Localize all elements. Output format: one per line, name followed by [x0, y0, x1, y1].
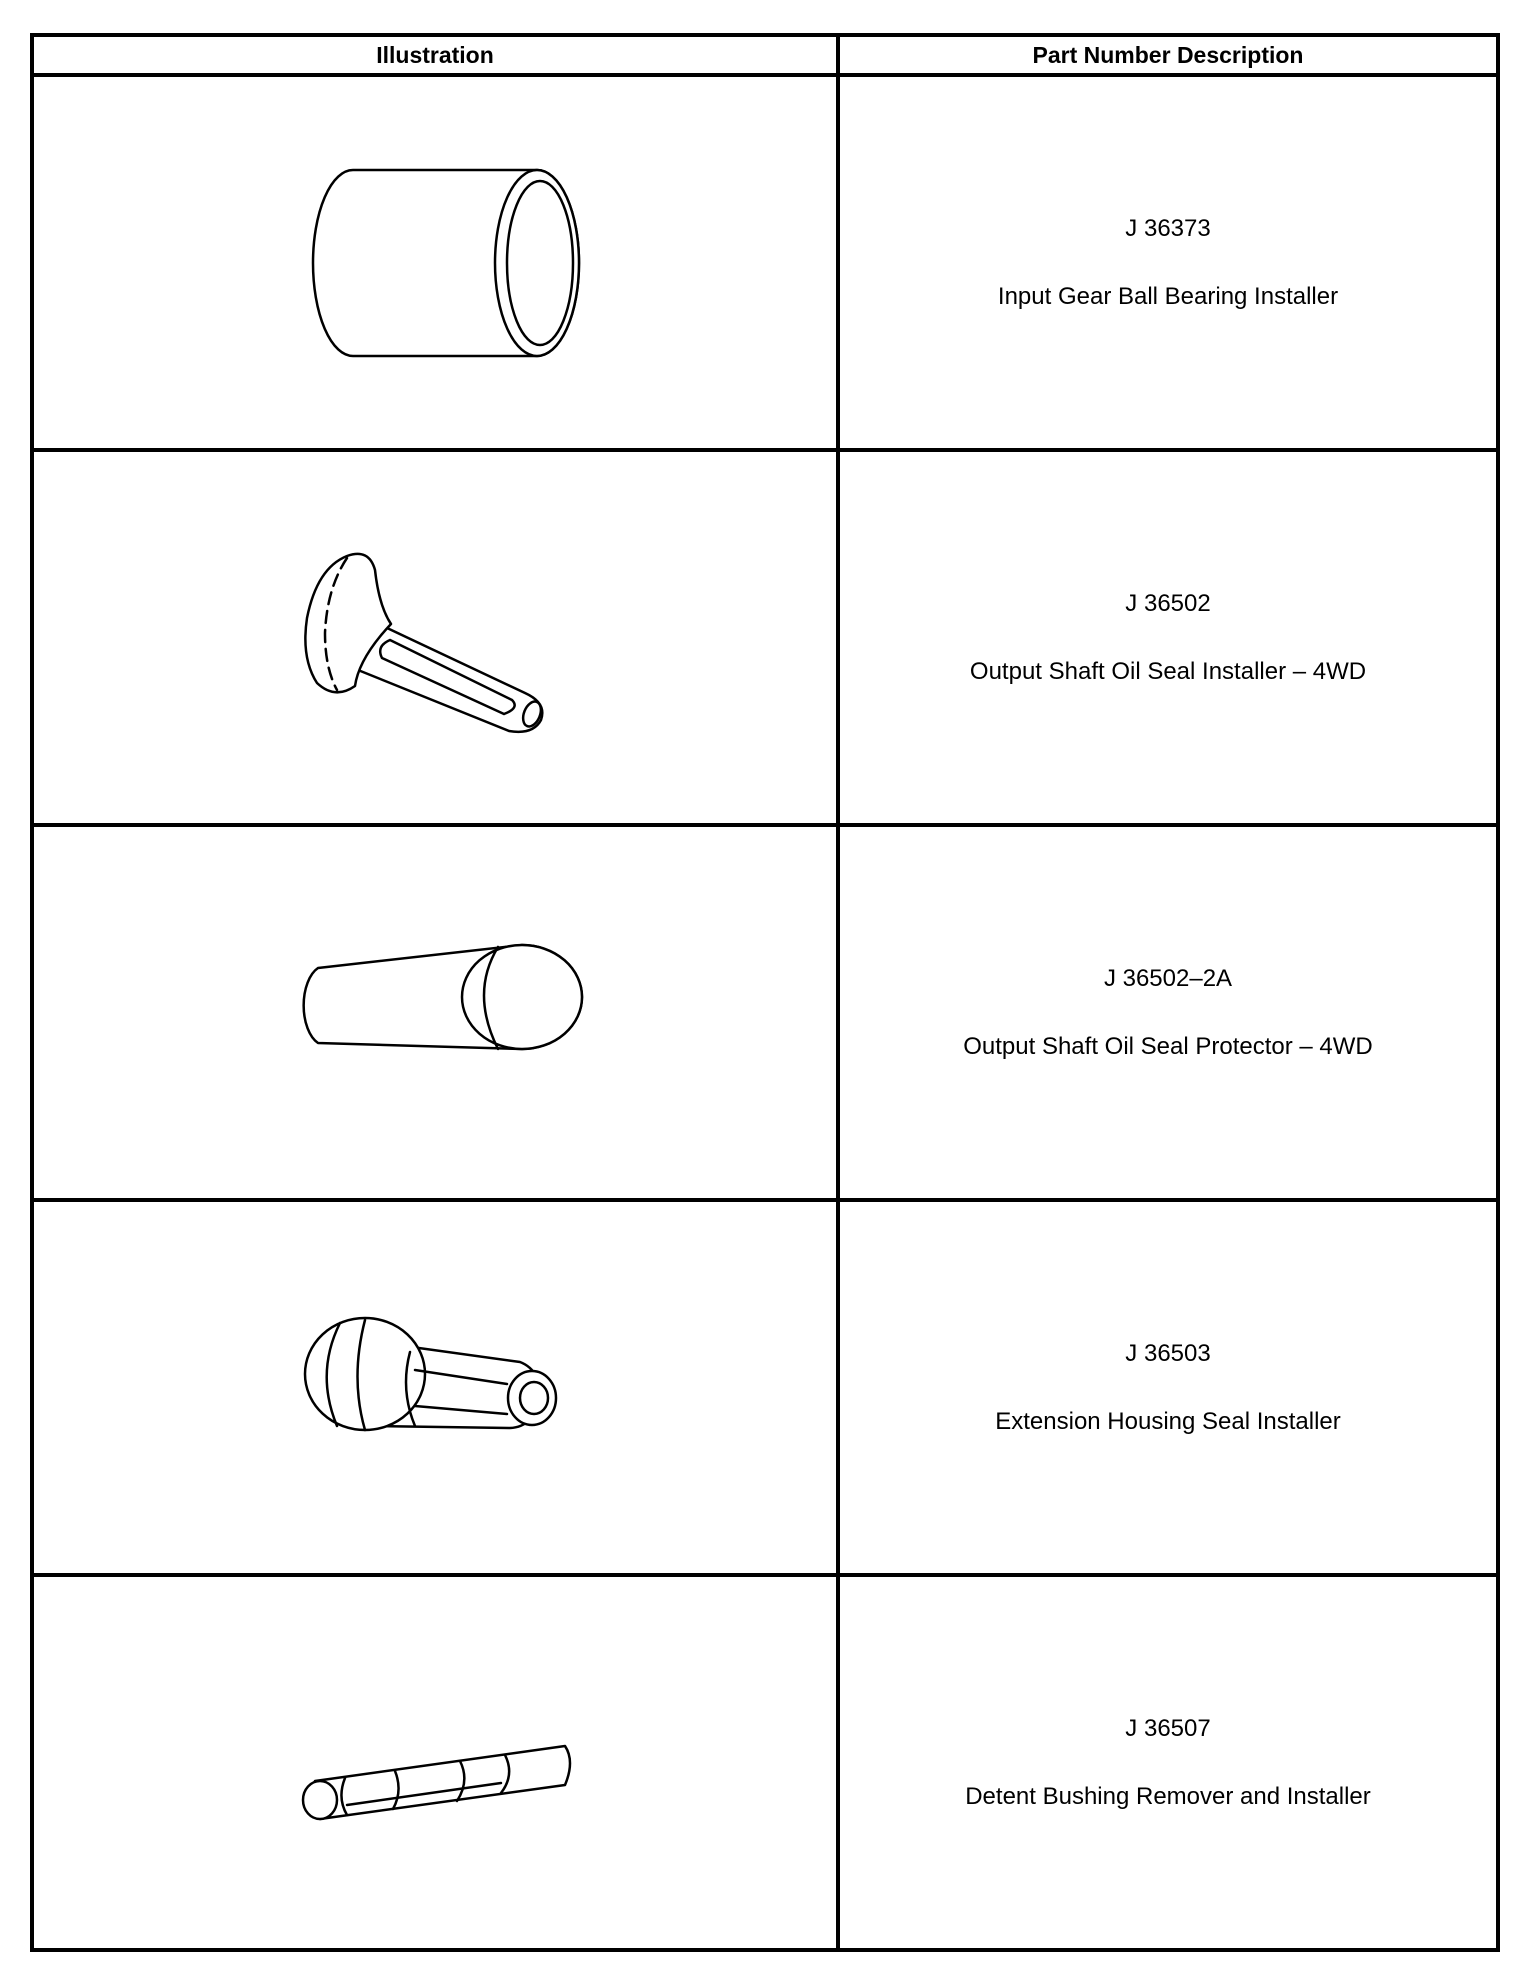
- part-number: J 36373: [1125, 214, 1211, 242]
- illustration-cell: [32, 75, 838, 450]
- description-cell: [838, 1575, 1498, 1950]
- seal-protector-icon: [275, 903, 595, 1123]
- description-cell: [838, 1200, 1498, 1575]
- illustration-header: Illustration: [32, 35, 838, 75]
- table-row: [32, 825, 1498, 1200]
- part-number: J 36507: [1125, 1714, 1211, 1742]
- bearing-installer-icon: [275, 153, 595, 373]
- description-cell: [838, 825, 1498, 1200]
- part-number: J 36503: [1125, 1339, 1211, 1367]
- illustration-cell: [32, 450, 838, 825]
- header-row: [32, 35, 1498, 75]
- part-number: J 36502: [1125, 589, 1211, 617]
- part-description: Extension Housing Seal Installer: [995, 1407, 1341, 1435]
- illustration-cell: [32, 1575, 838, 1950]
- table-row: [32, 1575, 1498, 1950]
- part-description: Output Shaft Oil Seal Installer – 4WD: [969, 657, 1367, 685]
- description-cell: [838, 450, 1498, 825]
- illustration-cell: [32, 1200, 838, 1575]
- table-row: [32, 450, 1498, 825]
- part-description: Detent Bushing Remover and Installer: [965, 1782, 1371, 1810]
- description-cell: [838, 75, 1498, 450]
- table-row: [32, 75, 1498, 450]
- illustration-cell: [32, 825, 838, 1200]
- seal-installer-icon: [275, 528, 595, 748]
- part-description: Input Gear Ball Bearing Installer: [997, 282, 1339, 310]
- description-header: Part Number Description: [838, 35, 1498, 75]
- table-row: [32, 1200, 1498, 1575]
- bushing-tool-icon: [275, 1653, 595, 1873]
- part-description: Output Shaft Oil Seal Protector – 4WD: [963, 1032, 1373, 1060]
- part-number: J 36502–2A: [1103, 964, 1233, 992]
- housing-seal-installer-icon: [275, 1278, 595, 1498]
- special-tools-table: [30, 33, 1500, 1952]
